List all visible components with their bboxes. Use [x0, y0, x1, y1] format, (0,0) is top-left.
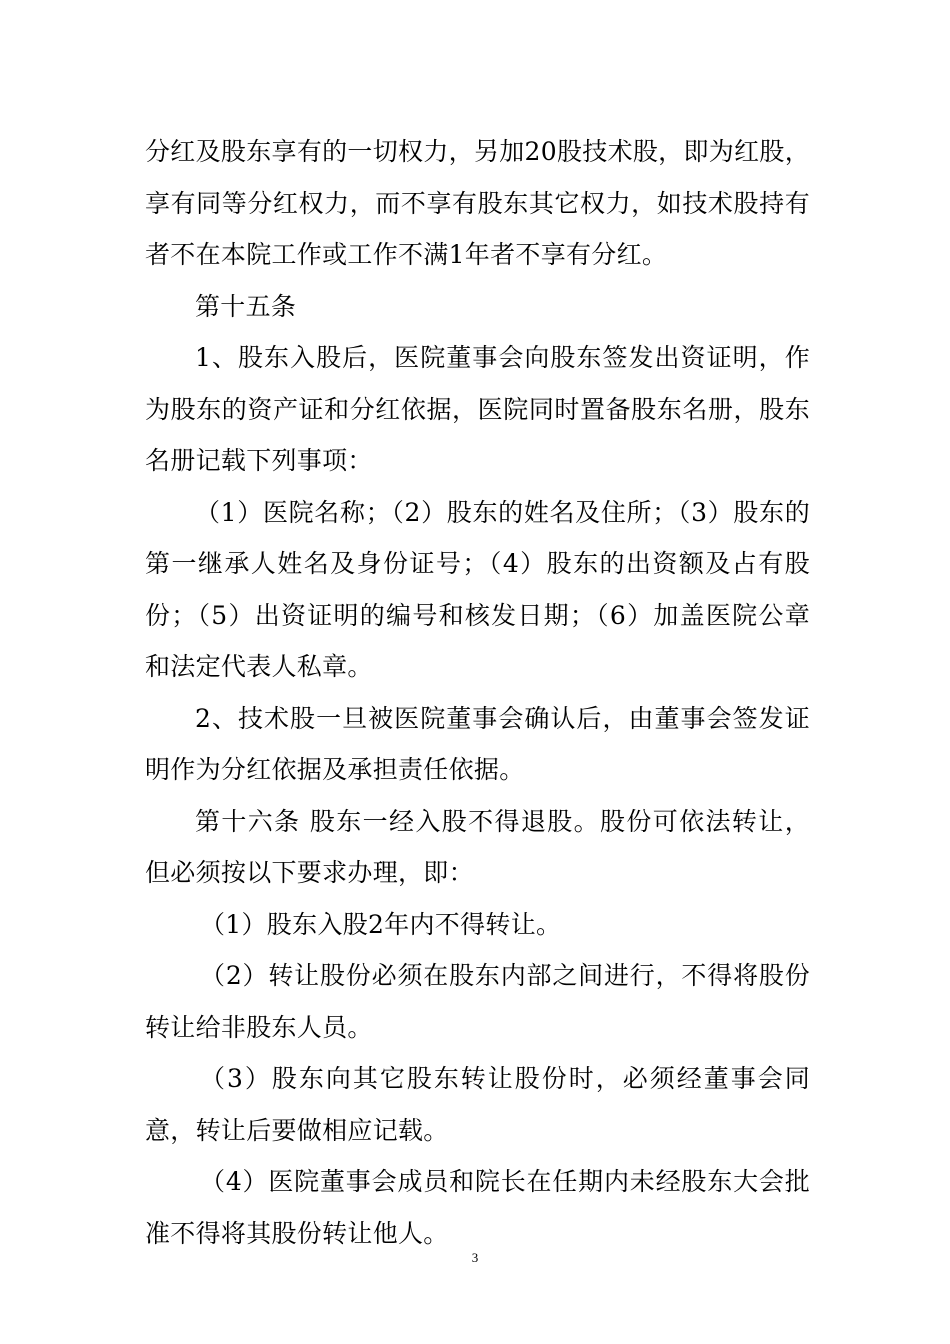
transfer-rule-1: （1）股东入股2年内不得转让。	[200, 909, 562, 939]
transfer-rule-4: （4）医院董事会成员和院长在任期内未经股东大会批准不得将其股份转让他人。	[145, 1167, 810, 1248]
paragraph-register-items: （1）医院名称；（2）股东的姓名及住所；（3）股东的第一继承人姓名及身份证号；（4）股东的出资额及占有股份；（5）出资证明的编号和核发日期；（6）加盖医院公章和法定代表人私章。	[145, 497, 810, 681]
transfer-rule-2: （2）转让股份必须在股东内部之间进行，不得将股份转让给非股东人员。	[145, 961, 810, 1042]
article-16-paragraph: 第十六条 股东一经入股不得退股。股份可依法转让，但必须按以下要求办理，即：	[145, 806, 810, 887]
paragraph-technical-shares: 2、技术股一旦被医院董事会确认后，由董事会签发证明作为分红依据及承担责任依据。	[145, 703, 810, 784]
transfer-rule-3: （3）股东向其它股东转让股份时，必须经董事会同意，转让后要做相应记载。	[145, 1064, 810, 1145]
article-15-heading: 第十五条	[195, 291, 297, 321]
document-body	[145, 126, 810, 1259]
paragraph-dividend-rights: 分红及股东享有的一切权力，另加20股技术股，即为红股，享有同等分红权力，而不享有股东其它权力，如技术股持有者不在本院工作或工作不满1年者不享有分红。	[145, 137, 810, 269]
page-number: 3	[471, 1250, 479, 1265]
paragraph-capital-certificate: 1、股东入股后，医院董事会向股东签发出资证明，作为股东的资产证和分红依据，医院同时置备股东名册，股东名册记载下列事项：	[145, 343, 810, 475]
